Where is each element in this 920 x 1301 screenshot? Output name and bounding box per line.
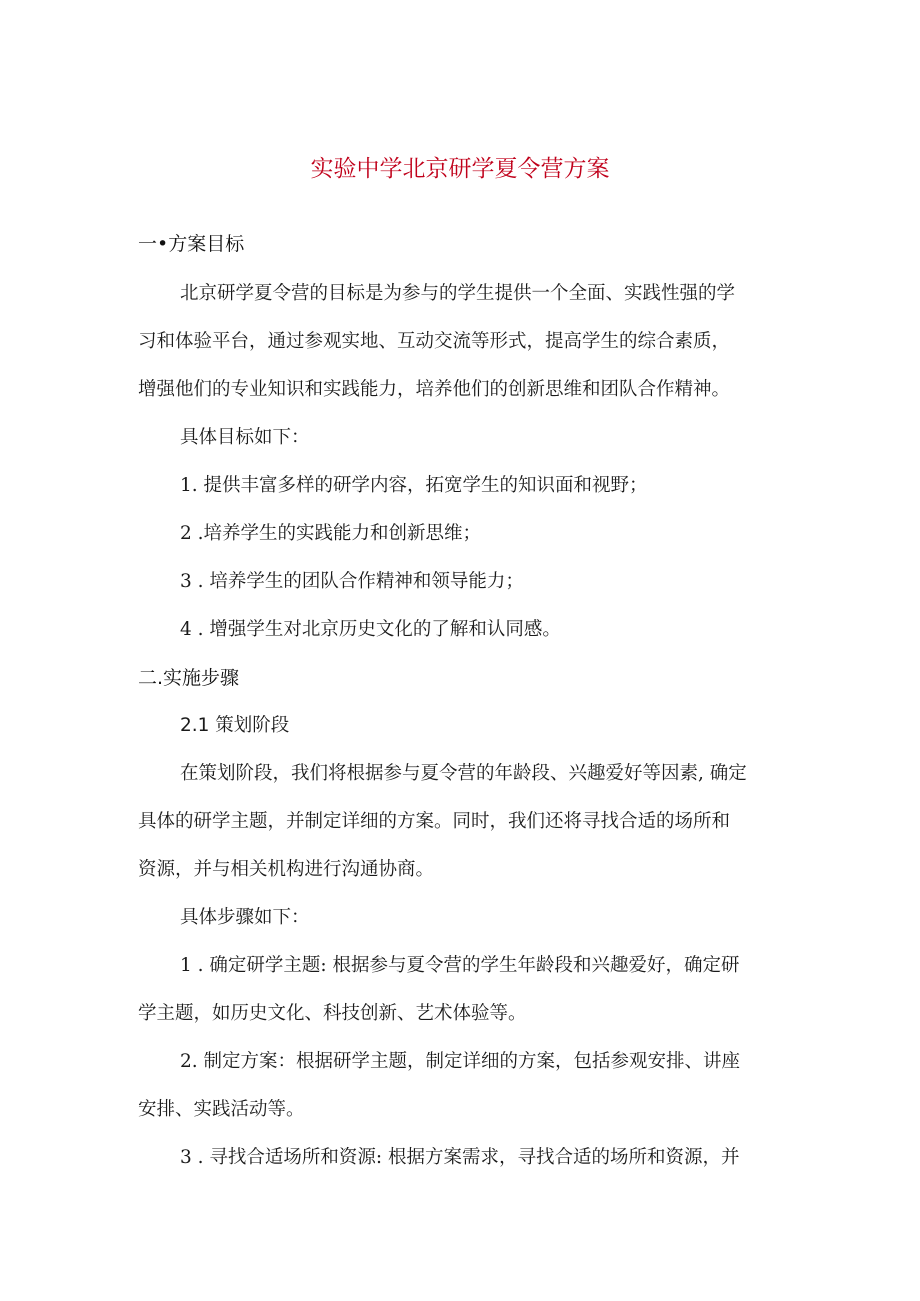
step-line: 1 . 确定研学主题: 根据参与夏令营的学生年龄段和兴趣爱好，确定研 [180,955,740,976]
section2-para-line: 具体的研学主题，并制定详细的方案。同时，我们还将寻找合适的场所和 [138,811,731,832]
step-line: 学主题，如历史文化、科技创新、艺术体验等。 [138,1003,527,1024]
section1-heading: 一•方案目标 [138,233,245,255]
steps-intro: 具体步骤如下： [180,907,310,928]
step-line: 3 . 寻找合适场所和资源: 根据方案需求，寻找合适的场所和资源，并 [180,1147,740,1168]
step-line: 2. 制定方案：根据研学主题，制定详细的方案，包括参观安排、讲座 [180,1051,741,1072]
goals-intro: 具体目标如下： [180,427,310,448]
goal-item: 3 . 培养学生的团队合作精神和领导能力； [180,571,524,592]
section2-para-line: 在策划阶段，我们将根据参与夏令营的年龄段、兴趣爱好等因素, 确定 [180,763,747,784]
section2-heading: 二.实施步骤 [138,667,240,689]
step-line: 安排、实践活动等。 [138,1099,305,1120]
subsection-heading: 2.1 策划阶段 [180,715,290,736]
section1-para-line: 北京研学夏令营的目标是为参与的学生提供一个全面、实践性强的学 [180,283,736,304]
section1-para-line: 增强他们的专业知识和实践能力，培养他们的创新思维和团队合作精神。 [138,379,731,400]
goal-item: 2 .培养学生的实践能力和创新思维； [180,523,482,544]
section2-para-line: 资源，并与相关机构进行沟通协商。 [138,859,435,880]
goal-item: 4 . 增强学生对北京历史文化的了解和认同感。 [180,619,561,640]
section1-para-line: 习和体验平台，通过参观实地、互动交流等形式，提高学生的综合素质， [138,331,731,352]
goal-item: 1. 提供丰富多样的研学内容，拓宽学生的知识面和视野； [180,475,648,496]
document-title: 实验中学北京研学夏令营方案 [310,156,610,182]
